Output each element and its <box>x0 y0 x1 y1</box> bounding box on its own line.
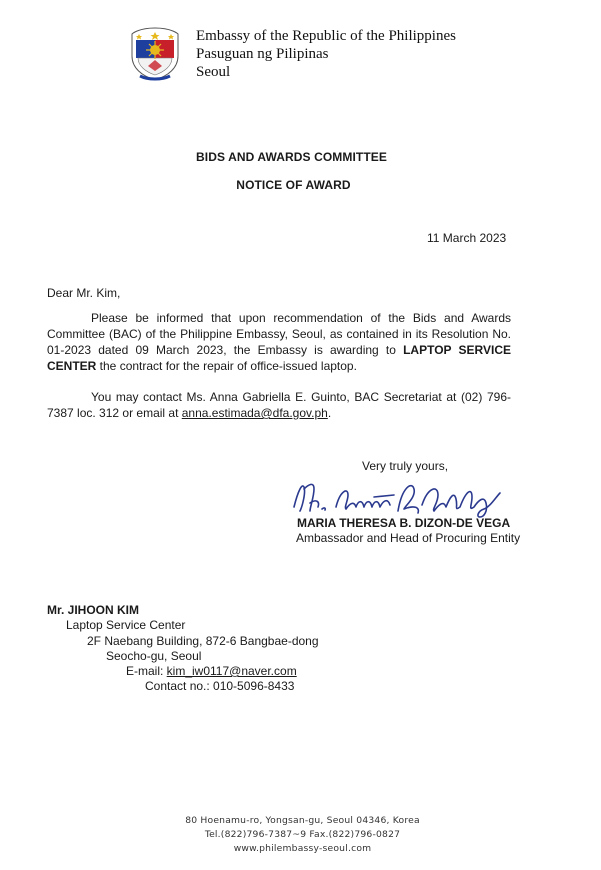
salutation: Dear Mr. Kim, <box>47 286 121 300</box>
handwritten-signature <box>288 477 528 519</box>
philippine-seal-icon <box>126 26 184 82</box>
p1-end: the contract for the repair of office-issued laptop. <box>96 359 357 373</box>
p2-end: . <box>327 406 332 420</box>
recipient-address-line-1: 2F Naebang Building, 872-6 Bangbae-dong <box>87 634 319 648</box>
closing: Very truly yours, <box>362 459 449 473</box>
letter-date: 11 March 2023 <box>427 231 507 245</box>
footer-phone-fax: Tel.(822)796-7387~9 Fax.(822)796-0827 <box>204 829 401 840</box>
footer-address: 80 Hoenamu-ro, Yongsan-gu, Seoul 04346, Korea <box>185 815 420 826</box>
awardee-name: LAPTOP SERVICE CENTER <box>47 343 511 373</box>
signer-name: MARIA THERESA B. DIZON-DE VEGA <box>297 516 511 530</box>
embassy-city: Seoul <box>196 64 231 80</box>
signer-title: Ambassador and Head of Procuring Entity <box>296 531 521 545</box>
recipient-address-line-2: Seocho-gu, Seoul <box>106 649 202 663</box>
body-paragraph-2 <box>47 389 511 421</box>
recipient-email-link[interactable]: kim_iw0117@naver.com <box>166 664 297 678</box>
recipient-email <box>126 663 297 679</box>
body-paragraph-1 <box>47 310 511 374</box>
notice-heading: NOTICE OF AWARD <box>236 178 351 192</box>
embassy-name: Embassy of the Republic of the Philippines <box>196 28 456 44</box>
p2-text: You may contact Ms. Anna Gabriella E. Guinto, BAC Secretariat at (02) 796-7387 loc. 312 or email at <box>47 390 511 420</box>
bac-email-link[interactable]: anna.estimada@dfa.gov.ph <box>181 406 328 420</box>
footer-website: www.philembassy-seoul.com <box>233 843 372 854</box>
recipient-name: Mr. JIHOON KIM <box>47 603 140 617</box>
recipient-contact: Contact no.: 010-5096-8433 <box>145 679 295 693</box>
embassy-name-filipino: Pasuguan ng Pilipinas <box>196 46 329 62</box>
p1-text: Please be informed that upon recommendation of the Bids and Awards Committee (BAC) of the Philippine Embassy, Seoul, as contained in its Resolution No. 01-2023 dated 09 March 2023, the Embassy is awarding to <box>47 311 511 357</box>
recipient-email-label: E-mail: <box>126 664 167 678</box>
recipient-company: Laptop Service Center <box>66 618 186 632</box>
committee-heading: BIDS AND AWARDS COMMITTEE <box>196 150 387 164</box>
